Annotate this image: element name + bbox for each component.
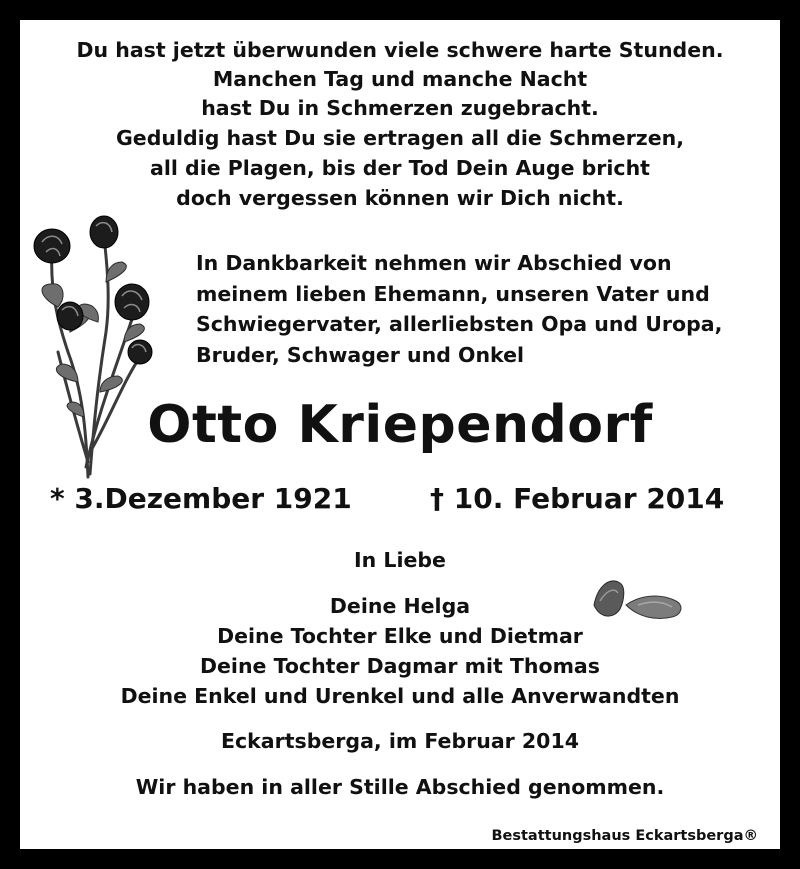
death-date: † 10. Februar 2014 bbox=[430, 482, 725, 515]
intro-line: Bruder, Schwager und Onkel bbox=[196, 342, 525, 367]
poem-line: doch vergessen können wir Dich nicht. bbox=[176, 186, 624, 210]
poem-line: Du hast jetzt überwunden viele schwere harte Stunden. bbox=[76, 38, 724, 62]
place-date: Eckartsberga, im Februar 2014 bbox=[221, 729, 579, 753]
birth-date: * 3.Dezember 1921 bbox=[50, 482, 352, 515]
intro-text bbox=[196, 248, 722, 370]
intro-line: Schwiegervater, allerliebsten Opa und Uropa, bbox=[196, 312, 723, 336]
farewell-line: Wir haben in aller Stille Abschied genommen. bbox=[135, 775, 665, 799]
intro-line: meinem lieben Ehemann, unseren Vater und bbox=[196, 281, 710, 306]
poem-line: Manchen Tag und manche Nacht bbox=[212, 67, 588, 91]
mourner-line: Deine Tochter Elke und Dietmar bbox=[217, 624, 583, 648]
mourner-line: Deine Enkel und Urenkel und alle Anverwandten bbox=[120, 684, 680, 708]
poem-line: all die Plagen, bis der Tod Dein Auge bricht bbox=[150, 156, 650, 180]
mourner-line: Deine Helga bbox=[329, 594, 471, 618]
in-love-heading: In Liebe bbox=[354, 548, 446, 572]
mourner-line: Deine Tochter Dagmar mit Thomas bbox=[200, 654, 600, 678]
poem-line: hast Du in Schmerzen zugebracht. bbox=[201, 96, 599, 120]
poem-line: Geduldig hast Du sie ertragen all die Schmerzen, bbox=[115, 126, 685, 150]
funeral-home-credit: Bestattungshaus Eckartsberga® bbox=[491, 828, 758, 844]
deceased-name: Otto Kriependorf bbox=[147, 395, 653, 455]
intro-line: In Dankbarkeit nehmen wir Abschied von bbox=[196, 251, 672, 275]
